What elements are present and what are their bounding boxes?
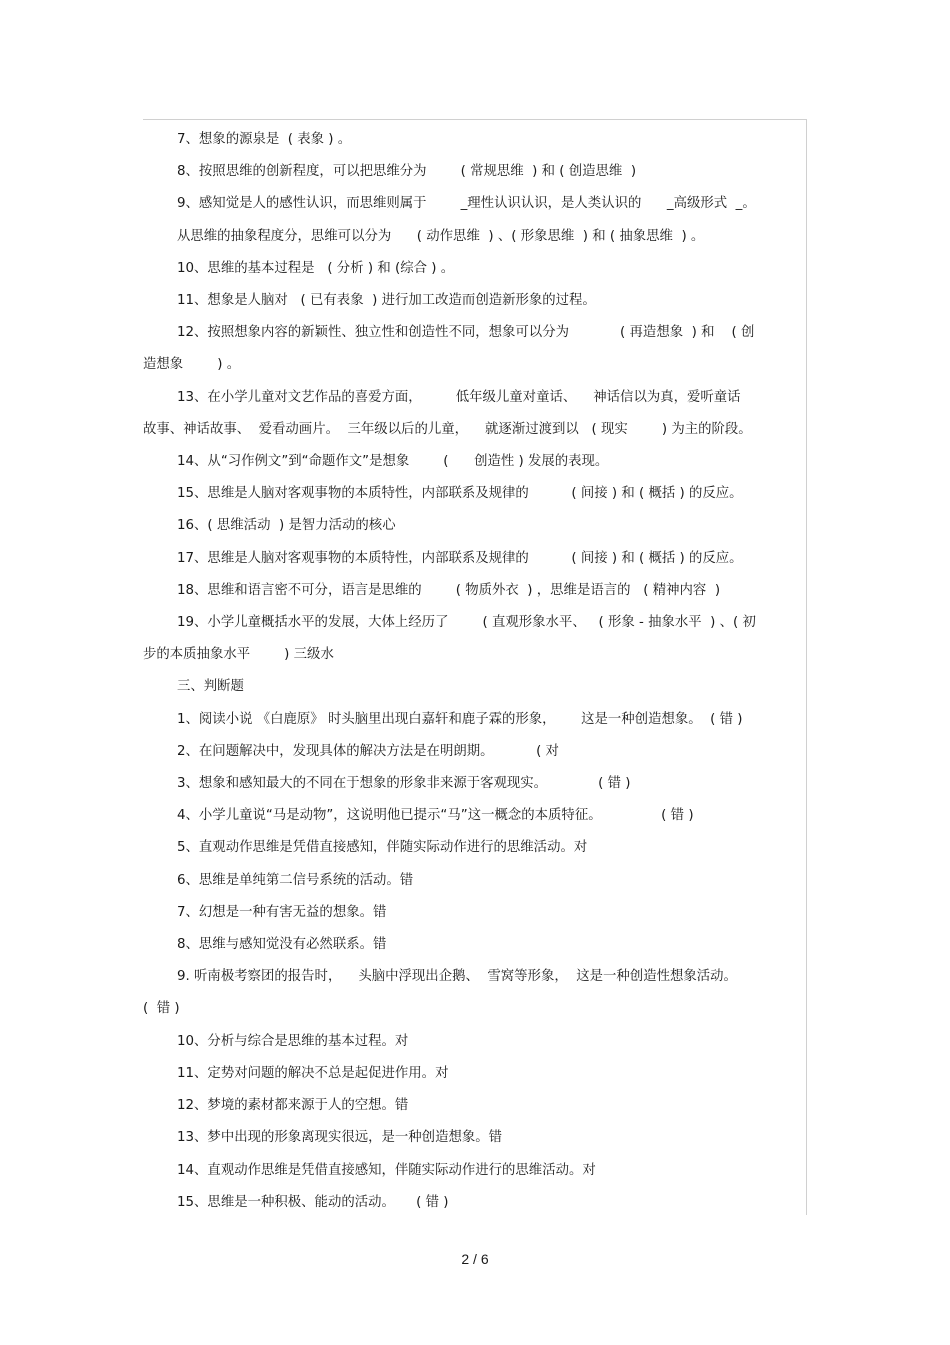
text-line: 16、( 思维活动 ) 是智力活动的核心 [177,518,396,534]
text-line: 5、直观动作思维是凭借直接感知，伴随实际动作进行的思维活动。对 [177,840,588,856]
text-line: 步的本质抽象水平 ) 三级水 [143,647,334,663]
text-line: 11、定势对问题的解决不总是起促进作用。对 [177,1065,449,1081]
text-line: 9、感知觉是人的感性认识，而思维则属于 _理性认识认识，是人类认识的 _高级形式 _。 [177,196,756,212]
text-line: 14、从“习作例文”到“命题作文”是想象 ( 创造性 ) 发展的表现。 [177,454,609,470]
text-line: 7、幻想是一种有害无益的想象。错 [177,904,387,920]
text-line: 3、想象和感知最大的不同在于想象的形象非来源于客观现实。 ( 错 ) [177,776,631,792]
page-number: 2 / 6 [461,1251,489,1267]
text-line: 10、思维的基本过程是 ( 分析 ) 和 (综合 ) 。 [177,260,455,276]
text-line: 8、按照思维的创新程度，可以把思维分为 ( 常规思维 ) 和 ( 创造思维 ) [177,164,637,180]
text-line: 从思维的抽象程度分，思维可以分为 ( 动作思维 ) 、( 形象思维 ) 和 ( 抽象思维 ) 。 [177,228,705,244]
text-line: 1、阅读小说 《白鹿原》 时头脑里出现白嘉轩和鹿子霖的形象， 这是一种创造想象。 ( 错 ) [177,711,743,727]
text-line: 2、在问题解决中，发现具体的解决方法是在明朗期。 ( 对 [177,743,559,759]
text-line: 11、想象是人脑对 ( 已有表象 ) 进行加工改造而创造新形象的过程。 [177,293,596,309]
text-line: 6、思维是单纯第二信号系统的活动。错 [177,872,414,888]
text-line: 8、思维与感知觉没有必然联系。错 [177,937,387,953]
text-line: 故事、神话故事、 爱看动画片。 三年级以后的儿童， 就逐渐过渡到以 ( 现实 ) 为主的阶段。 [143,421,752,437]
text-line: 12、梦境的素材都来源于人的空想。错 [177,1098,409,1114]
text-line: 18、思维和语言密不可分，语言是思维的 ( 物质外衣 ) ，思维是语言的 ( 精神内容 ) [177,582,721,598]
text-line: 10、分析与综合是思维的基本过程。对 [177,1033,409,1049]
text-line: 17、思维是人脑对客观事物的本质特性，内部联系及规律的 ( 间接 ) 和 ( 概括 ) 的反应。 [177,550,743,566]
text-line: 造想象 ) 。 [143,357,241,373]
text-line: 4、小学儿童说“马是动物”，这说明他已提示“马”这一概念的本质特征。 ( 错 ) [177,808,694,824]
text-line: 12、按照想象内容的新颖性、独立性和创造性不同，想象可以分为 ( 再造想象 ) 和 ( 创 [177,325,755,341]
text-line: 15、思维是人脑对客观事物的本质特性，内部联系及规律的 ( 间接 ) 和 ( 概括 ) 的反应。 [177,486,743,502]
text-line: 14、直观动作思维是凭借直接感知，伴随实际动作进行的思维活动。对 [177,1162,596,1178]
text-line: 三、判断题 [177,679,244,695]
text-line: 15、思维是一种积极、能动的活动。 ( 错 ) [177,1194,449,1210]
document-body [143,124,807,1219]
text-line: 13、在小学儿童对文艺作品的喜爱方面， 低年级儿童对童话、 神话信以为真，爱听童话 [177,389,741,405]
text-line: ( 错 ) [143,1001,180,1017]
text-line: 13、梦中出现的形象离现实很远，是一种创造想象。错 [177,1130,503,1146]
text-line: 9. 听南极考察团的报告时， 头脑中浮现出企鹅、 雪窝等形象， 这是一种创造性想象活动。 [177,969,737,985]
text-line: 7、想象的源泉是 ( 表象 ) 。 [177,132,352,147]
text-line: 19、小学儿童概括水平的发展，大体上经历了 ( 直观形象水平、 ( 形象 - 抽象水平 ) 、( 初 [177,615,756,631]
